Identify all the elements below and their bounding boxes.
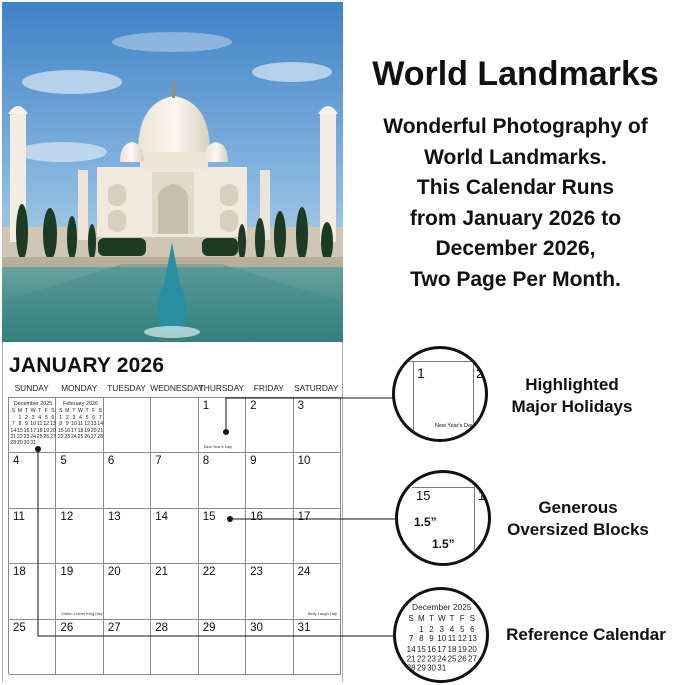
mini-day: 12	[84, 421, 90, 428]
day-number: 11	[13, 510, 25, 523]
mini-day: 17	[71, 427, 77, 434]
mini-day: 9	[65, 421, 69, 428]
day-number: 23	[250, 566, 263, 579]
day-number: 31	[297, 621, 311, 634]
feature-label-line: Highlighted	[525, 375, 619, 394]
zoom-holiday-label: New Year's Day	[435, 423, 474, 429]
mini-weekday: M	[65, 408, 70, 415]
mini-weekday: T	[449, 615, 455, 625]
mini-day: 22	[416, 655, 426, 665]
mini-calendar-row	[406, 655, 478, 665]
mini-day: 4	[38, 414, 42, 421]
weekday-label: WEDNESDAY	[150, 383, 204, 393]
mini-day: 31	[30, 440, 36, 447]
day-number: 21	[155, 566, 169, 579]
day-cell	[294, 509, 341, 564]
mini-day: 8	[419, 635, 424, 645]
day-cell	[294, 453, 341, 508]
product-title: World Landmarks	[372, 55, 659, 93]
day-cell	[246, 620, 293, 675]
day-number: 15	[202, 510, 216, 523]
mini-weekday: S	[469, 615, 476, 625]
mini-day: 16	[64, 427, 71, 434]
mini-weekday: W	[78, 408, 83, 415]
mini-day: 22	[57, 434, 64, 441]
reference-feature-label: Reference Calendar	[506, 625, 666, 644]
mini-day: 15	[416, 645, 426, 655]
holidays-zoom-circle	[392, 346, 488, 442]
mini-weekday: F	[92, 408, 96, 415]
mini-weekday: T	[429, 615, 434, 625]
mini-day: 14	[97, 421, 104, 428]
mini-day: 31	[437, 665, 447, 675]
mini-day: 28	[97, 434, 104, 441]
mini-day: 15	[57, 427, 64, 434]
mini-calendar-february	[57, 401, 103, 440]
mini-calendar-december	[406, 604, 478, 675]
feature-label-line: Oversized Blocks	[507, 520, 649, 539]
feature-label-line: Major Holidays	[511, 397, 633, 416]
mini-day: 8	[59, 421, 63, 428]
mini-day: 21	[97, 427, 104, 434]
mini-day: 30	[23, 440, 30, 447]
mini-day: 1	[18, 414, 22, 421]
mini-day: 21	[406, 655, 416, 665]
mini-calendar-row	[406, 635, 478, 645]
mini-day: 10	[71, 421, 77, 428]
mini-day: 2	[25, 414, 28, 421]
mini-day: 29	[17, 440, 23, 447]
mini-weekday: T	[85, 408, 89, 415]
mini-calendar-december	[10, 401, 56, 447]
day-number: 12	[60, 510, 74, 523]
mini-day	[36, 440, 43, 446]
day-number: 20	[107, 566, 121, 579]
mini-weekday: F	[459, 615, 465, 625]
day-cell	[199, 620, 246, 675]
mini-day: 14	[406, 645, 416, 655]
mini-calendar-title: December 2025	[412, 604, 472, 614]
mini-day: 7	[408, 635, 414, 645]
mini-day: 27	[90, 434, 97, 441]
mini-day: 13	[90, 421, 97, 428]
day-number: 1	[202, 400, 210, 412]
mini-weekday: S	[11, 408, 16, 415]
calendar-page	[2, 342, 343, 682]
mini-day: 3	[439, 625, 444, 635]
mini-weekday: S	[51, 408, 55, 415]
mini-day: 23	[64, 434, 71, 441]
mini-day: 5	[85, 414, 89, 421]
mini-day: 16	[23, 427, 30, 434]
mini-day: 16	[427, 645, 437, 655]
description-line: This Calendar Runs	[416, 176, 615, 199]
day-number: 10	[297, 455, 311, 468]
day-cell	[246, 509, 293, 564]
weekday-label: MONDAY	[61, 383, 98, 393]
mini-day: 18	[36, 427, 43, 434]
description-line: December 2026,	[435, 237, 596, 260]
day-cell	[199, 564, 246, 619]
mini-day: 29	[416, 665, 426, 675]
taj-mahal-photo	[2, 2, 343, 342]
mini-day: 26	[84, 434, 90, 441]
blocks-feature-label	[488, 497, 668, 541]
mini-day: 13	[49, 421, 56, 428]
mini-day	[50, 440, 57, 446]
mini-day: 1	[59, 414, 63, 421]
mini-day	[43, 440, 50, 446]
mini-weekday: S	[408, 615, 414, 625]
mini-day: 14	[10, 427, 17, 434]
day-cell	[9, 509, 56, 564]
zoom-day-number: 2	[476, 365, 484, 381]
mini-day: 26	[457, 655, 467, 665]
day-number: 25	[13, 621, 26, 634]
mini-day: 19	[457, 645, 467, 655]
zoom-cell-border	[474, 473, 475, 563]
day-number: 22	[202, 566, 216, 579]
mini-day: 6	[51, 414, 55, 421]
day-number: 28	[155, 621, 169, 634]
day-number: 13	[107, 510, 121, 523]
mini-day: 9	[25, 421, 28, 428]
mini-day: 17	[437, 645, 447, 655]
mini-day: 25	[77, 434, 84, 441]
block-width-label: 1.5”	[414, 515, 437, 529]
day-number: 5	[60, 455, 67, 468]
day-cell	[9, 564, 56, 619]
mini-day: 22	[17, 434, 23, 441]
day-number: 18	[13, 566, 26, 579]
day-number: 6	[107, 455, 115, 468]
mini-day: 25	[36, 434, 43, 441]
day-cell	[246, 453, 293, 508]
mini-day: 1	[419, 625, 424, 635]
mini-day: 28	[10, 440, 17, 447]
zoom-cell-border	[413, 361, 414, 439]
mini-day: 26	[43, 434, 50, 441]
holiday-label: New Year's Day	[203, 444, 232, 450]
mini-day: 19	[43, 427, 50, 434]
day-cell	[151, 398, 198, 453]
blocks-zoom-circle	[395, 470, 491, 566]
description-line: Wonderful Photography of	[383, 115, 648, 138]
day-cell	[104, 620, 151, 675]
mini-day	[467, 665, 477, 675]
mini-day: 20	[90, 427, 97, 434]
day-cell	[56, 398, 103, 453]
day-cell	[199, 453, 246, 508]
mini-weekday: M	[17, 408, 23, 415]
description-line: Two Page Per Month.	[410, 267, 621, 291]
day-cell	[56, 620, 103, 675]
day-number: 17	[297, 510, 311, 523]
mini-day: 11	[77, 421, 84, 428]
day-cell	[56, 509, 103, 564]
mini-calendar-header	[406, 615, 478, 625]
day-number: 16	[250, 510, 263, 523]
day-cell	[151, 564, 198, 619]
mini-day: 17	[30, 427, 36, 434]
mini-weekday: W	[30, 408, 36, 415]
mini-day	[447, 665, 457, 675]
mini-day: 7	[11, 421, 15, 428]
mini-weekday: M	[417, 615, 425, 625]
day-number: 7	[155, 455, 162, 468]
mini-calendar-title: December 2025	[13, 401, 53, 407]
day-cell	[104, 398, 151, 453]
day-cell	[246, 398, 293, 453]
weekday-label: SUNDAY	[14, 383, 49, 393]
mini-day	[457, 665, 467, 675]
day-cell	[56, 453, 103, 508]
mini-day: 18	[447, 645, 457, 655]
zoom-day-number: 1	[478, 488, 486, 503]
day-number: 3	[297, 400, 304, 412]
mini-day: 6	[92, 414, 96, 421]
day-cell	[151, 509, 198, 564]
mini-day: 27	[467, 655, 477, 665]
mini-day: 9	[429, 635, 434, 645]
mini-day: 7	[98, 414, 102, 421]
mini-calendar-row	[406, 625, 478, 635]
mini-day: 25	[447, 655, 457, 665]
mini-weekday: T	[38, 408, 42, 415]
day-cell	[104, 453, 151, 508]
day-cell	[9, 398, 56, 453]
mini-day: 15	[17, 427, 23, 434]
day-number: 27	[107, 621, 121, 634]
mini-day: 8	[18, 421, 22, 428]
mini-calendar-title: February 2026	[62, 401, 99, 407]
day-cell	[9, 620, 56, 675]
day-cell	[104, 564, 151, 619]
day-cell	[151, 620, 198, 675]
holidays-feature-label	[482, 374, 662, 418]
mini-day: 24	[30, 434, 36, 441]
mini-day: 23	[23, 434, 30, 441]
mini-day: 6	[470, 625, 475, 635]
description-line: from January 2026 to	[409, 206, 622, 230]
weekday-label: TUESDAY	[107, 383, 147, 393]
day-cell	[294, 398, 341, 453]
description-line: World Landmarks.	[424, 145, 607, 169]
product-description	[352, 112, 679, 295]
mini-day: 5	[44, 414, 48, 421]
mini-day: 12	[43, 421, 50, 428]
day-number: 8	[202, 455, 210, 468]
month-title: JANUARY 2026	[9, 354, 165, 377]
mini-weekday: T	[72, 408, 76, 415]
mini-day: 10	[437, 635, 447, 645]
mini-day: 3	[72, 414, 76, 421]
weekday-label: THURSDAY	[198, 383, 245, 393]
calendar-grid	[8, 397, 340, 674]
mini-day: 27	[49, 434, 56, 441]
feature-label-line: Generous	[538, 498, 618, 517]
day-number: 30	[250, 621, 263, 634]
mini-day: 11	[36, 421, 43, 428]
holiday-label: Belly Laugh Day	[307, 610, 337, 616]
zoom-mini-calendar	[396, 590, 486, 680]
day-cell	[199, 398, 246, 453]
mini-weekday: T	[24, 408, 29, 415]
mini-weekday: S	[98, 408, 103, 415]
mini-day: 12	[457, 635, 467, 645]
day-cell	[9, 453, 56, 508]
mini-day: 5	[459, 625, 465, 635]
mini-calendar-row	[57, 434, 103, 440]
holiday-label: Martin Luther King Day	[61, 610, 103, 616]
mini-weekday: S	[58, 408, 63, 415]
day-cell	[151, 453, 198, 508]
day-cell	[246, 564, 293, 619]
reference-zoom-circle	[393, 587, 489, 683]
mini-day: 2	[429, 625, 434, 635]
mini-day: 28	[406, 665, 416, 675]
zoom-cell-border	[395, 361, 485, 362]
mini-day	[406, 625, 416, 635]
mini-day: 24	[71, 434, 77, 441]
mini-calendar-row	[406, 665, 478, 675]
mini-day: 2	[65, 414, 69, 421]
mini-day: 21	[10, 434, 17, 441]
mini-weekday: W	[437, 615, 446, 625]
weekday-label: SATURDAY	[294, 383, 339, 393]
mini-day: 13	[467, 635, 477, 645]
zoom-day-number: 1	[417, 365, 425, 381]
day-number: 24	[297, 566, 311, 579]
mini-day: 3	[31, 414, 35, 421]
day-cell	[56, 564, 103, 619]
mini-day: 20	[49, 427, 56, 434]
mini-day: 18	[77, 427, 84, 434]
day-number: 2	[250, 400, 257, 412]
day-number: 29	[202, 621, 216, 634]
mini-day: 10	[30, 421, 36, 428]
mini-weekday: F	[44, 408, 48, 415]
mini-day: 11	[447, 635, 457, 645]
mini-day: 23	[427, 655, 437, 665]
day-cell	[104, 509, 151, 564]
day-number: 26	[60, 621, 74, 634]
day-number: 14	[155, 510, 169, 523]
day-cell	[199, 509, 246, 564]
mini-day: 4	[449, 625, 455, 635]
mini-calendar-row	[10, 440, 56, 446]
weekday-label: FRIDAY	[253, 383, 284, 393]
zoom-day-number: 15	[416, 488, 431, 503]
mini-day: 24	[437, 655, 447, 665]
day-cell	[294, 620, 341, 675]
mini-day: 30	[427, 665, 437, 675]
mini-calendar-row	[406, 645, 478, 655]
day-number: 9	[250, 455, 257, 468]
mini-day: 20	[467, 645, 477, 655]
day-number: 4	[13, 455, 20, 468]
day-cell	[294, 564, 341, 619]
mini-day: 19	[84, 427, 90, 434]
mini-day: 4	[79, 414, 82, 421]
block-height-label: 1.5”	[432, 537, 455, 551]
day-number: 19	[60, 566, 74, 579]
